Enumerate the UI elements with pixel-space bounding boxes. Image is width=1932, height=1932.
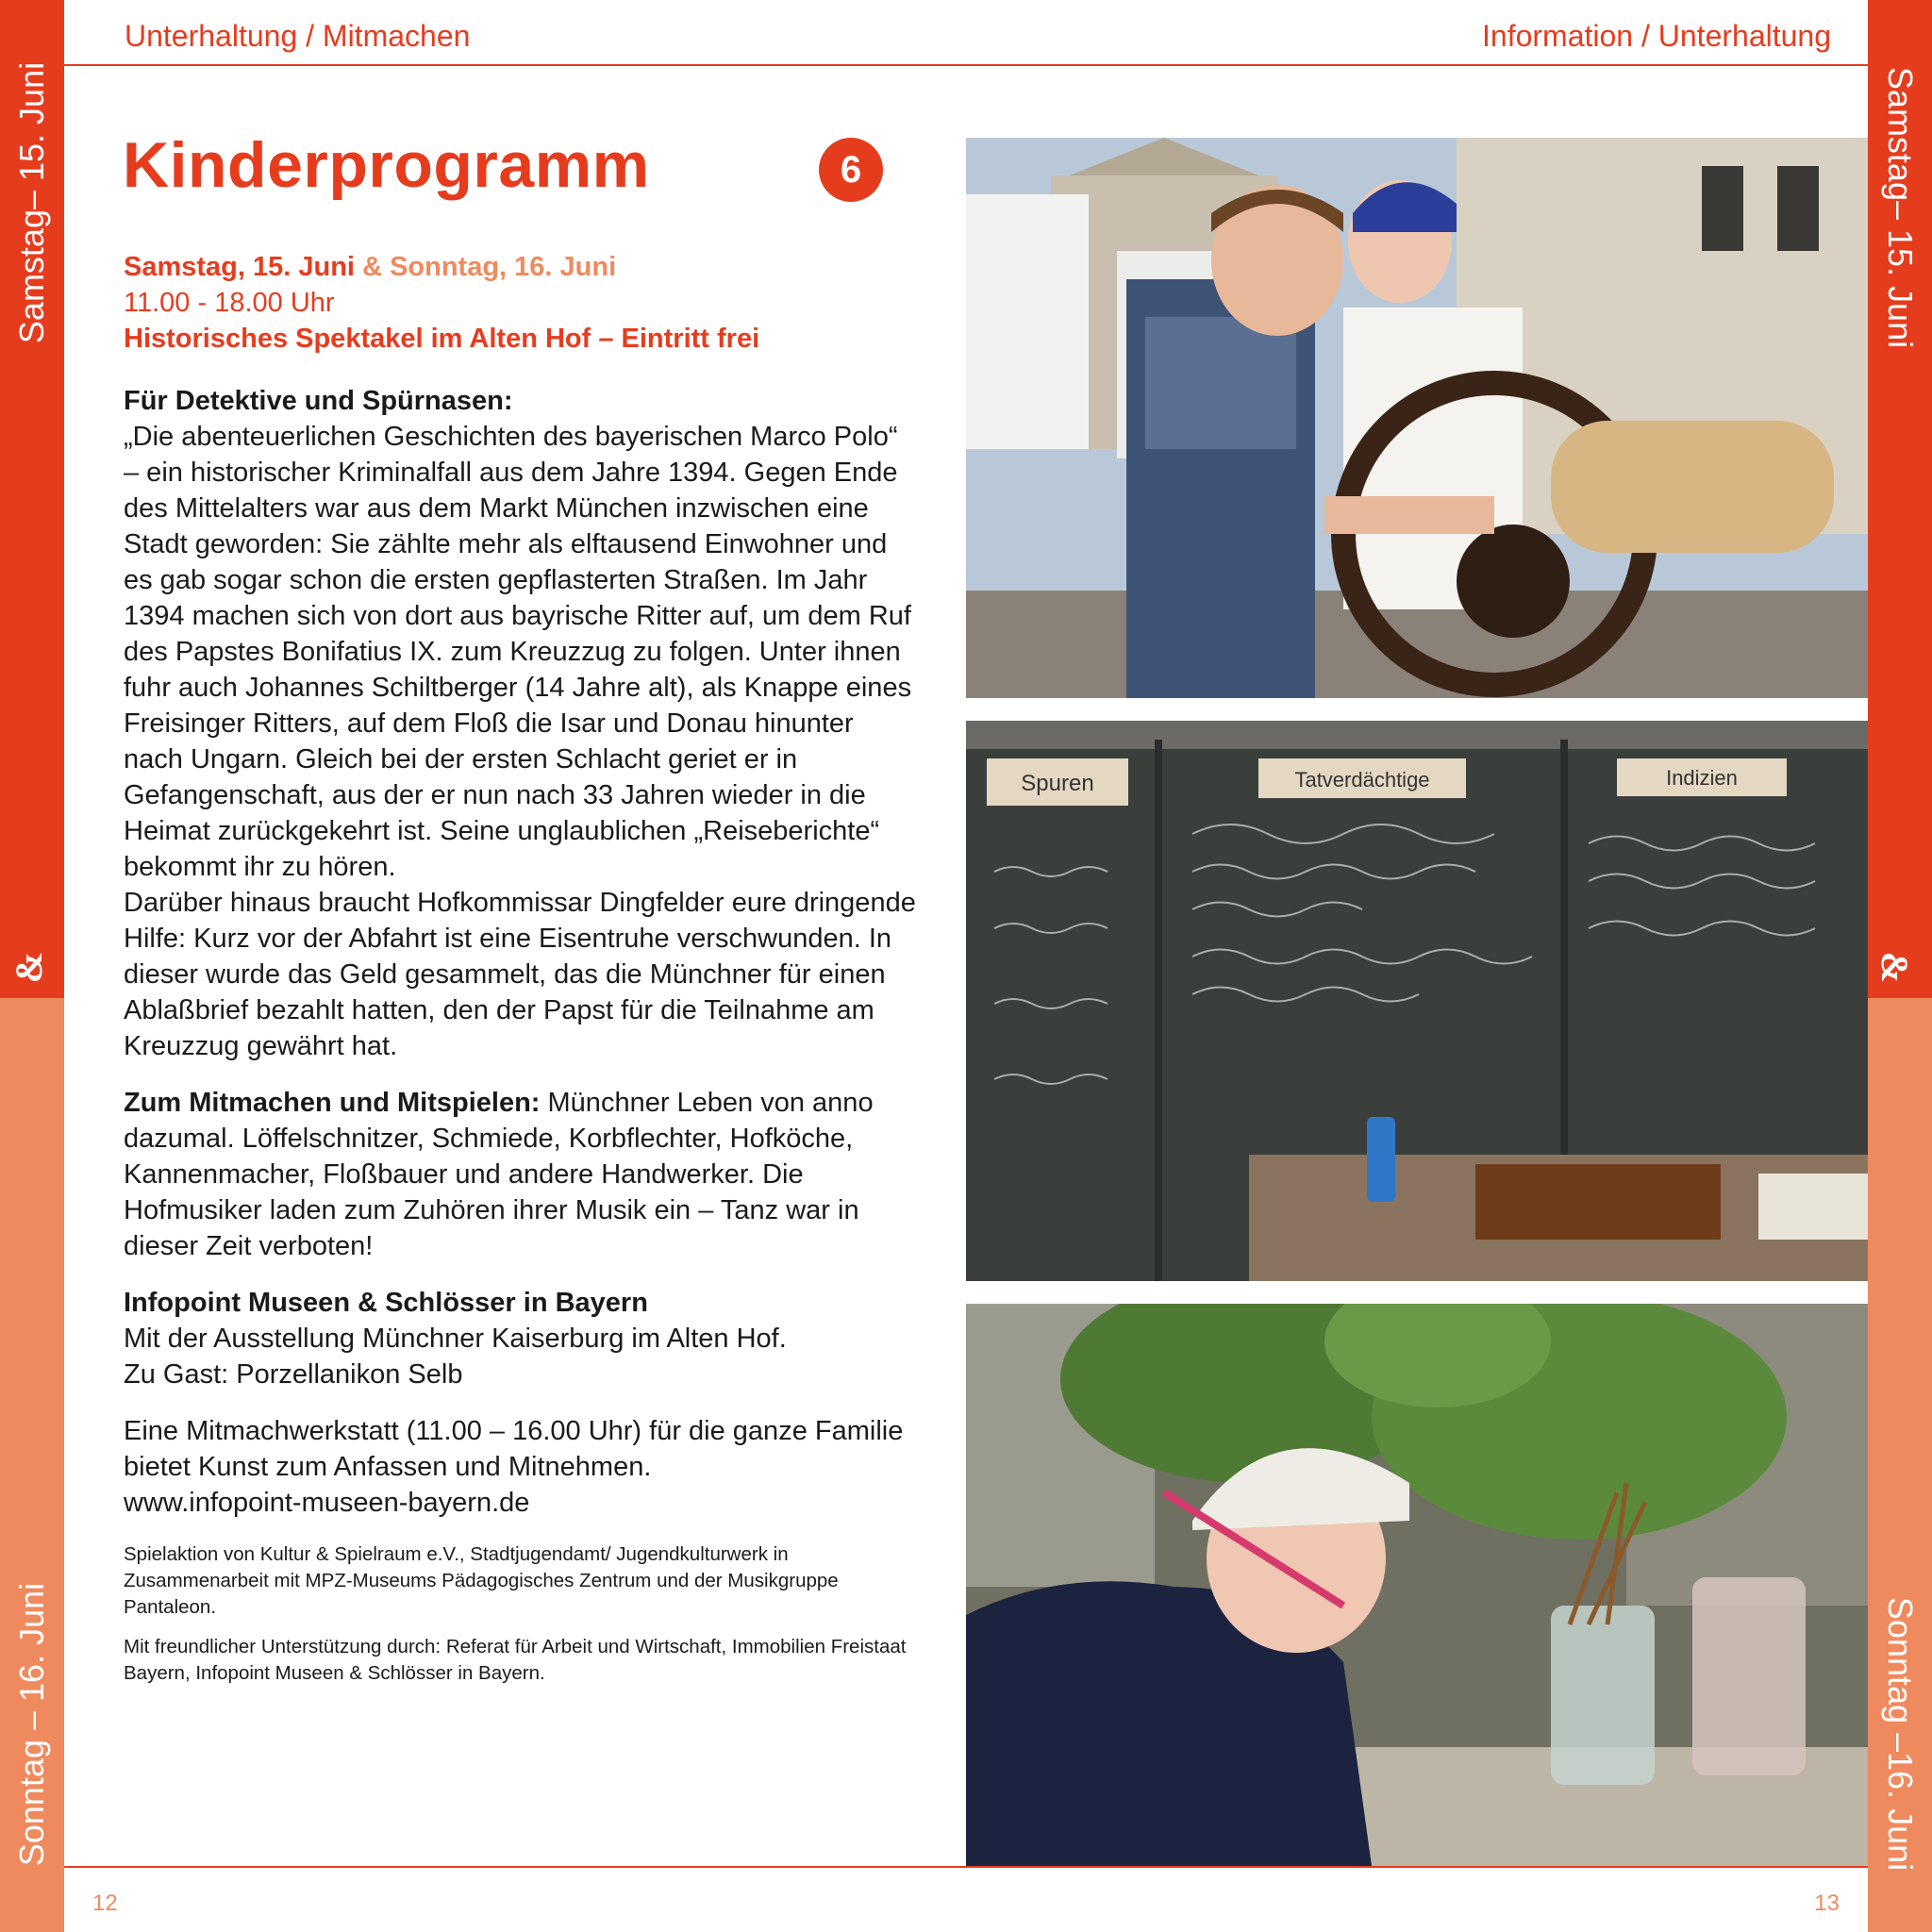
event-meta (124, 249, 916, 357)
section-infopoint (124, 1285, 916, 1392)
section-detectives-heading: Für Detektive und Spürnasen: (124, 386, 513, 416)
chalkboard-sign-indizien: Indizien (1666, 766, 1738, 790)
left-ampersand: & (8, 951, 51, 984)
credit-organizers: Spielaktion von Kultur & Spielraum e.V., Stadtjugendamt/ Jugendkulturwerk in Zusammenarbeit mit MPZ-Museums Pädagogisches Zentrum und der Musikgruppe Pantaleon. (124, 1543, 839, 1618)
photo-girl-painting (966, 1304, 1868, 1866)
section-workshop-text: Eine Mitmachwerkstatt (11.00 – 16.00 Uhr) für die ganze Familie bietet Kunst zum Anfassen und Mitnehmen. (124, 1416, 904, 1482)
right-ampersand: & (1874, 951, 1917, 984)
section-detectives (124, 383, 916, 1064)
right-day-label-sunday: Sonntag –16. Juni (1881, 1596, 1920, 1872)
header-rule (64, 64, 1868, 66)
chalkboard-sign-tatverdaechtige: Tatverdächtige (1294, 768, 1430, 791)
event-location: Historisches Spektakel im Alten Hof – Eintritt frei (124, 324, 760, 354)
section-detectives-text: „Die abenteuerlichen Geschichten des bayerischen Marco Polo“ – ein historischer Kriminalfall aus dem Jahre 1394. Gegen Ende des Mittelalters war aus dem Markt München inzwischen eine Stadt geworden: Sie zählte mehr als elftausend Einwohner und es gab sogar schon die ersten gepflasterten Straßen. Im Jahr 1394 machen sich von dort aus bayrische Ritter auf, um dem Ruf des Papstes Bonifatius IX. zum Kreuzzug zu folgen. Unter ihnen fuhr auch Johannes Schiltberger (14 Jahre alt), als Knappe eines Freisinger Ritters, auf dem Floß die Isar und Donau hinunter nach Ungarn. Gleich bei der ersten Schlacht geriet er in Gefangenschaft, aus der er nun nach 33 Jahren wieder in die Heimat zurückgekehrt ist. Seine unglaublichen „Reiseberichte“ bekommt ihr zu hören. (124, 422, 912, 882)
section-participate-text: Münchner Leben von anno dazumal. Löffelschnitzer, Schmiede, Korbflechter, Hofköche, Kannenmacher, Floßbauer und andere Handwerker. Die Hofmusiker laden zum Zuhören ihrer Musik ein – Tanz war in dieser Zeit verboten! (124, 1088, 874, 1261)
section-workshop (124, 1413, 916, 1521)
section-participate (124, 1085, 916, 1264)
section-participate-heading: Zum Mitmachen und Mitspielen: (124, 1088, 541, 1118)
date-sunday: & Sonntag, 16. Juni (362, 252, 617, 282)
photo-chalkboard (966, 721, 1868, 1281)
credit-sponsors: Mit freundlicher Unterstützung durch: Referat für Arbeit und Wirtschaft, Immobilien Freistaat Bayern, Infopoint Museen & Schlösser in Bayern. (124, 1636, 907, 1684)
header-category-left: Unterhaltung / Mitmachen (125, 19, 471, 53)
header-category-right: Information / Unterhaltung (1482, 19, 1831, 53)
section-detectives-text-2: Darüber hinaus braucht Hofkommissar Dingfelder eure dringende Hilfe: Kurz vor der Abfahrt ist eine Eisentruhe verschwunden. In dieser wurde das Geld gesammelt, das die Münchner für einen Ablaßbrief bezahlt hatten, den der Papst für die Teilnahme am Kreuzzug gewährt hat. (124, 888, 916, 1061)
right-day-label-saturday: Samstag– 15. Juni (1881, 66, 1920, 349)
section-infopoint-line2: Zu Gast: Porzellanikon Selb (124, 1359, 463, 1390)
footer-rule (64, 1866, 1868, 1868)
section-infopoint-heading: Infopoint Museen & Schlösser in Bayern (124, 1288, 648, 1318)
chalkboard-sign-spuren: Spuren (1021, 771, 1094, 796)
left-day-label-saturday: Samstag– 15. Juni (12, 61, 51, 344)
infopoint-url-link[interactable]: www.infopoint-museen-bayern.de (124, 1488, 530, 1518)
photo-boy-mangle (966, 138, 1868, 698)
page-title: Kinderprogramm (123, 129, 650, 201)
page-number-left: 12 (92, 1890, 118, 1916)
section-infopoint-line1: Mit der Ausstellung Münchner Kaiserburg im Alten Hof. (124, 1324, 787, 1354)
event-time: 11.00 - 18.00 Uhr (124, 288, 335, 318)
article-body (124, 383, 916, 1700)
page-number-right: 13 (1814, 1890, 1840, 1916)
left-day-label-sunday: Sonntag – 16. Juni (12, 1582, 51, 1867)
date-saturday: Samstag, 15. Juni (124, 252, 355, 282)
number-badge: 6 (819, 138, 883, 202)
